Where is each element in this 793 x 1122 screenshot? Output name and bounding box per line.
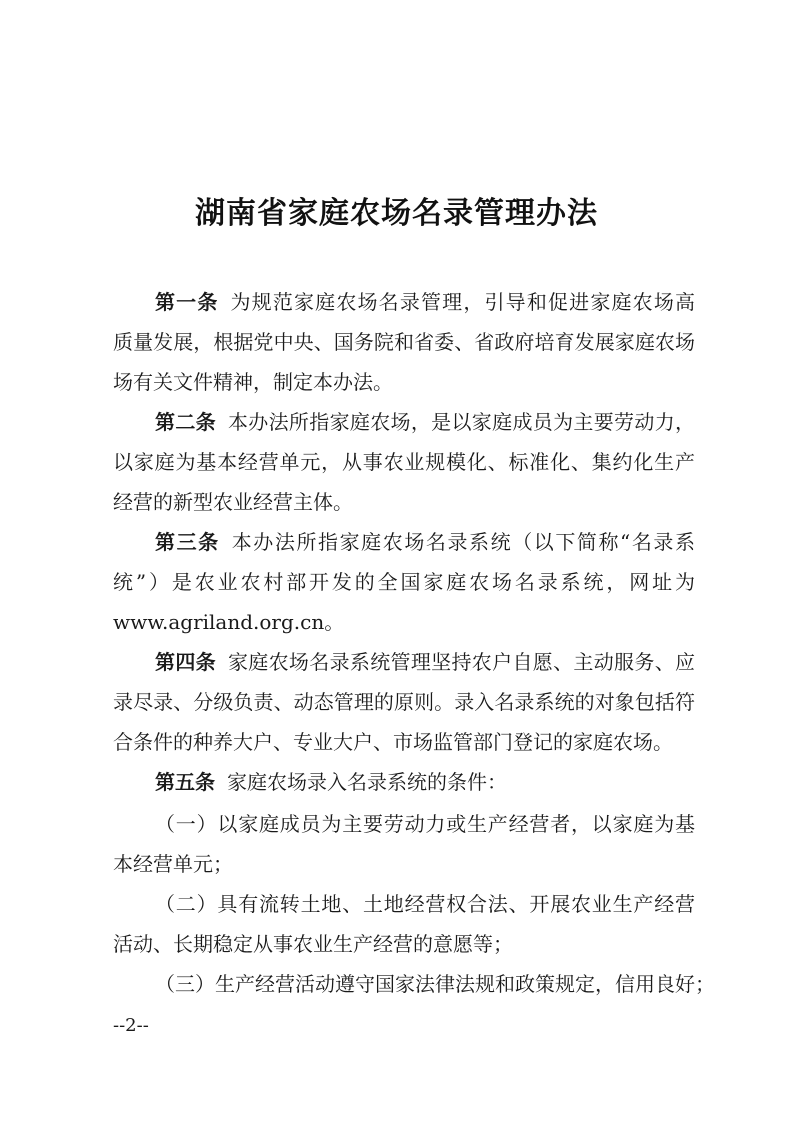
- article-4-label: 第四条: [155, 650, 216, 674]
- item-1-line-1: （一）以家庭成员为主要劳动力或生产经营者，以家庭为基: [155, 812, 695, 836]
- article-2-text: 本办法所指家庭农场，是以家庭成员为主要劳动力，: [227, 410, 696, 434]
- article-2-line-1: [155, 410, 695, 434]
- article-4-line-3: 合条件的种养大户、专业大户、市场监管部门登记的家庭农场。: [113, 730, 673, 754]
- article-3-line-3: www.agriland.org.cn。: [113, 610, 345, 634]
- article-2-label: 第二条: [155, 410, 216, 434]
- item-3-line-1: （三）生产经营活动遵守国家法律法规和政策规定，信用良好；: [155, 972, 715, 996]
- article-1-line-2: 质量发展，根据党中央、国务院和省委、省政府培育发展家庭农场: [113, 330, 695, 354]
- document-title: 湖南省家庭农场名录管理办法: [195, 196, 598, 231]
- article-1-text: 为规范家庭农场名录管理，引导和促进家庭农场高: [230, 290, 695, 314]
- article-5-line-1: [155, 770, 695, 794]
- article-5-label: 第五条: [155, 770, 215, 794]
- item-2-line-2: 活动、长期稳定从事农业生产经营的意愿等；: [113, 932, 513, 956]
- item-1-line-2: 本经营单元；: [113, 852, 233, 876]
- article-1-label: 第一条: [155, 290, 219, 314]
- article-3-text: 本办法所指家庭农场名录系统（以下简称“名录系: [231, 530, 696, 554]
- article-4-line-2: 录尽录、分级负责、动态管理的原则。录入名录系统的对象包括符: [113, 690, 695, 714]
- article-1-line-1: [155, 290, 695, 314]
- item-2-line-1: （二）具有流转土地、土地经营权合法、开展农业生产经营: [155, 892, 695, 916]
- article-5-text: 家庭农场录入名录系统的条件：: [227, 770, 507, 794]
- article-4-text: 家庭农场名录系统管理坚持农户自愿、主动服务、应: [227, 650, 696, 674]
- article-4-line-1: [155, 650, 695, 674]
- article-2-line-3: 经营的新型农业经营主体。: [113, 490, 353, 514]
- article-1-line-3: 场有关文件精神，制定本办法。: [113, 370, 393, 394]
- article-2-line-2: 以家庭为基本经营单元，从事农业规模化、标准化、集约化生产: [113, 450, 695, 474]
- article-3-line-1: [155, 530, 695, 554]
- article-3-line-2: 统”）是农业农村部开发的全国家庭农场名录系统，网址为: [113, 570, 695, 594]
- article-3-label: 第三条: [155, 530, 220, 554]
- page-number: --2--: [113, 1015, 149, 1036]
